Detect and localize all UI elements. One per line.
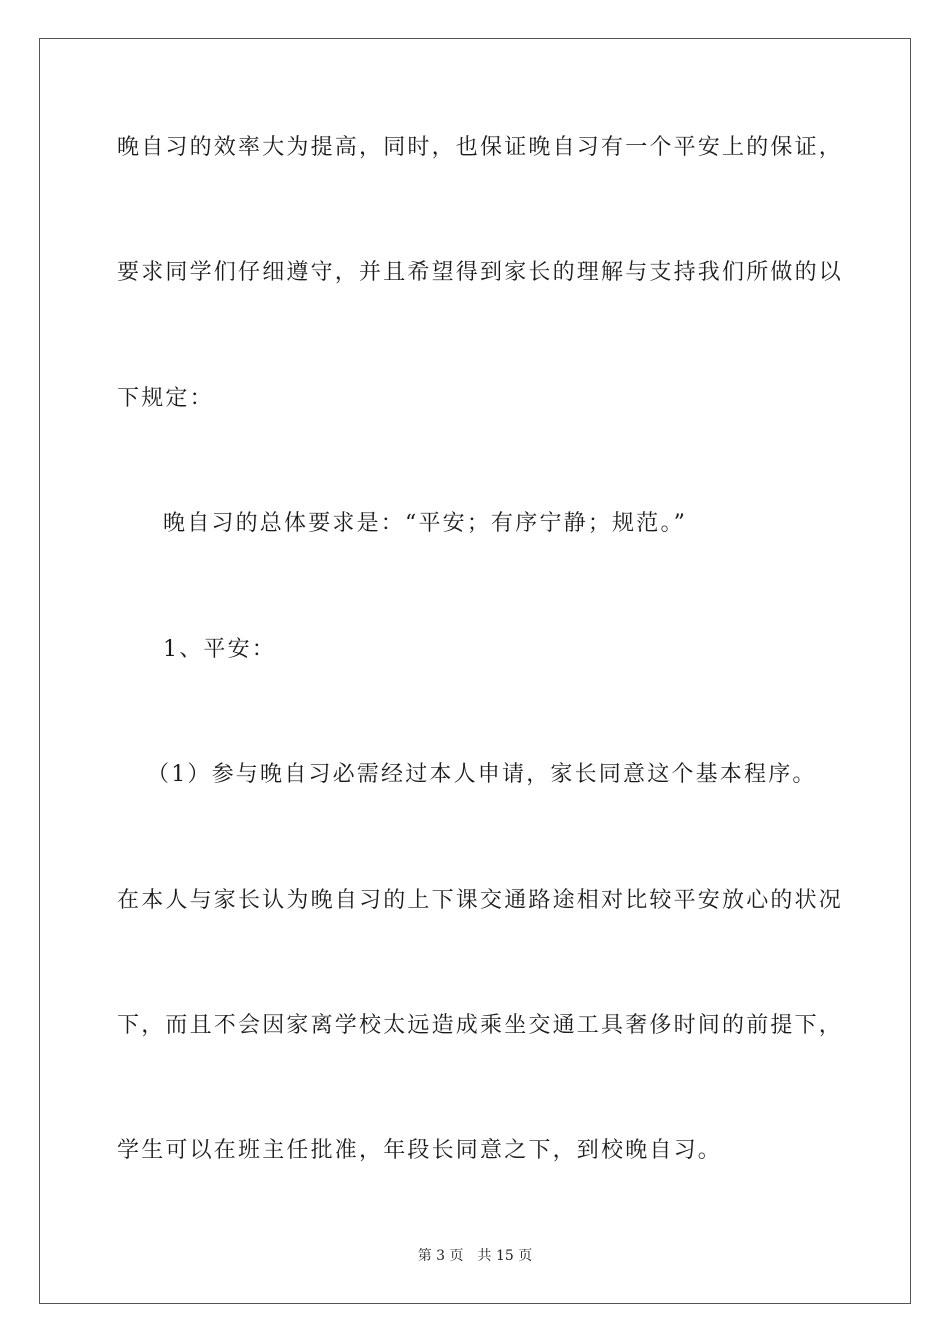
body-line-9: 学生可以在班主任批准，年段长同意之下，到校晚自习。 bbox=[117, 1138, 723, 1163]
page-number: 第 3 页 bbox=[417, 1248, 464, 1264]
body-line-8: 下，而且不会因家离学校太远造成乘坐交通工具奢侈时间的前提下， bbox=[117, 1013, 844, 1038]
body-line-2: 要求同学们仔细遵守，并且希望得到家长的理解与支持我们所做的以 bbox=[117, 260, 844, 285]
body-line-5: 1、平安： bbox=[163, 637, 276, 662]
body-line-3: 下规定： bbox=[117, 386, 214, 411]
body-line-7: 在本人与家长认为晚自习的上下课交通路途相对比较平安放心的状况 bbox=[117, 888, 844, 913]
page-footer bbox=[0, 1247, 950, 1265]
body-line-6: （1）参与晚自习必需经过本人申请，家长同意这个基本程序。 bbox=[147, 762, 817, 787]
body-line-4: 晚自习的总体要求是：“平安；有序宁静；规范。” bbox=[163, 511, 688, 536]
body-line-1: 晚自习的效率大为提高，同时，也保证晚自习有一个平安上的保证， bbox=[117, 135, 844, 160]
total-pages: 共 15 页 bbox=[477, 1248, 533, 1264]
page-border bbox=[39, 38, 911, 1304]
